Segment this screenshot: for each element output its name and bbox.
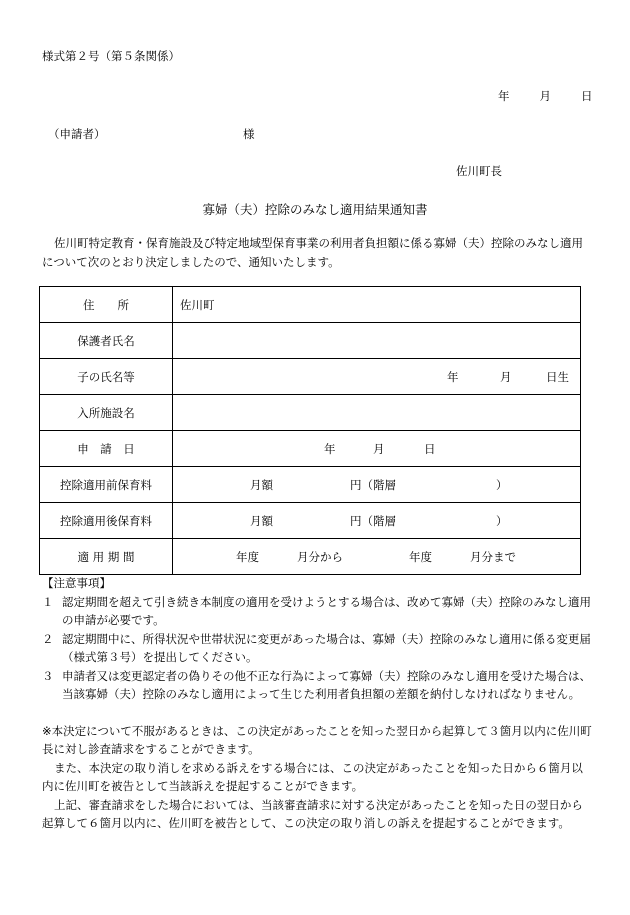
fee-before-yen: 円（階層 [350, 477, 396, 492]
fee-after-label: 控除適用後保育料 [40, 503, 173, 539]
fee-before-label: 控除適用前保育料 [40, 467, 173, 503]
period-start-year: 年度 [236, 549, 259, 564]
apply-month: 月 [373, 441, 385, 456]
note-item [42, 630, 594, 667]
note-text: 認定期間を超えて引き続き本制度の適用を受けようとする場合は、改めて寡婦（夫）控除のみなし適用の申請が必要です。 [62, 594, 591, 627]
appeal-paragraph-2: また、本決定の取り消しを求める訴えをする場合には、この決定があったことを知った日から６箇月以内に佐川町を被告として当該訴えを提起することができます。 [42, 760, 583, 793]
appeal-paragraph-1: ※本決定について不服があるときは、この決定があったことを知った翌日から起算して３箇月以内に佐川町長に対し診査請求をすることができます。 [42, 723, 592, 756]
fee-after-monthly: 月額 [250, 513, 273, 528]
period-value [173, 539, 581, 575]
period-end-year: 年度 [409, 549, 432, 564]
child-value [173, 359, 581, 395]
apply-date-label: 申 請 日 [40, 431, 173, 467]
facility-value [173, 395, 581, 431]
birth-month: 月 [500, 369, 512, 384]
note-number: １ [42, 594, 54, 609]
period-start-month: 月分から [297, 549, 343, 564]
address-label: 住 所 [40, 287, 173, 323]
table-row-guardian [40, 323, 581, 359]
child-label: 子の氏名等 [40, 359, 173, 395]
fee-before-monthly: 月額 [250, 477, 273, 492]
birth-day: 日生 [546, 369, 569, 384]
note-text: 認定期間中に、所得状況や世帯状況に変更があった場合は、寡婦（夫）控除のみなし適用に係る変更届（様式第３号）を提出してください。 [62, 631, 591, 664]
table-row-address [40, 287, 581, 323]
note-number: ３ [42, 668, 54, 683]
table-row-facility [40, 395, 581, 431]
birth-year: 年 [447, 369, 459, 384]
apply-date-value [173, 431, 581, 467]
fee-before-close: ） [496, 477, 508, 492]
period-label: 適 用 期 間 [40, 539, 173, 575]
note-number: ２ [42, 631, 54, 646]
table-row-period [40, 539, 581, 575]
appeal-paragraph-3: 上記、審査請求をした場合においては、当該審査請求に対する決定があったことを知った日の翌日から起算して６箇月以内に、佐川町を被告として、この決定の取り消しの訴えを提起することができます。 [42, 797, 583, 830]
guardian-value [173, 323, 581, 359]
date-day: 日 [581, 89, 593, 103]
note-text: 申請者又は変更認定者の偽りその他不正な行為によって寡婦（夫）控除のみなし適用を受けた場合は、当該寡婦（夫）控除のみなし適用によって生じた利用者負担額の差額を納付しなければなりません。 [62, 668, 591, 701]
fee-after-close: ） [496, 513, 508, 528]
address-text: 佐川町 [180, 297, 215, 312]
applicant-label: （申請者） [48, 127, 106, 141]
note-item [42, 593, 594, 630]
apply-day: 日 [424, 441, 436, 456]
apply-year: 年 [324, 441, 336, 456]
guardian-label: 保護者氏名 [40, 323, 173, 359]
notes-section [42, 574, 594, 833]
fee-before-value [173, 467, 581, 503]
document-title: 寡婦（夫）控除のみなし適用結果通知書 [202, 202, 428, 217]
address-value [173, 287, 581, 323]
facility-label: 入所施設名 [40, 395, 173, 431]
table-row-fee-after [40, 503, 581, 539]
fee-after-value [173, 503, 581, 539]
note-item [42, 667, 594, 704]
table-row-apply-date [40, 431, 581, 467]
table-row-fee-before [40, 467, 581, 503]
info-table [39, 286, 581, 575]
applicant-honorific: 様 [243, 127, 255, 141]
issue-date [498, 88, 593, 104]
fee-after-yen: 円（階層 [350, 513, 396, 528]
period-end-month: 月分まで [470, 549, 516, 564]
form-number: 様式第２号（第５条関係） [42, 49, 180, 63]
date-month: 月 [539, 89, 551, 103]
issuer-name: 佐川町長 [456, 164, 502, 178]
intro-paragraph: 佐川町特定教育・保育施設及び特定地域型保育事業の利用者負担額に係る寡婦（夫）控除のみなし適用について次のとおり決定しましたので、通知いたします。 [42, 236, 583, 269]
table-row-child [40, 359, 581, 395]
date-year: 年 [498, 89, 510, 103]
notes-heading: 【注意事項】 [42, 576, 111, 590]
